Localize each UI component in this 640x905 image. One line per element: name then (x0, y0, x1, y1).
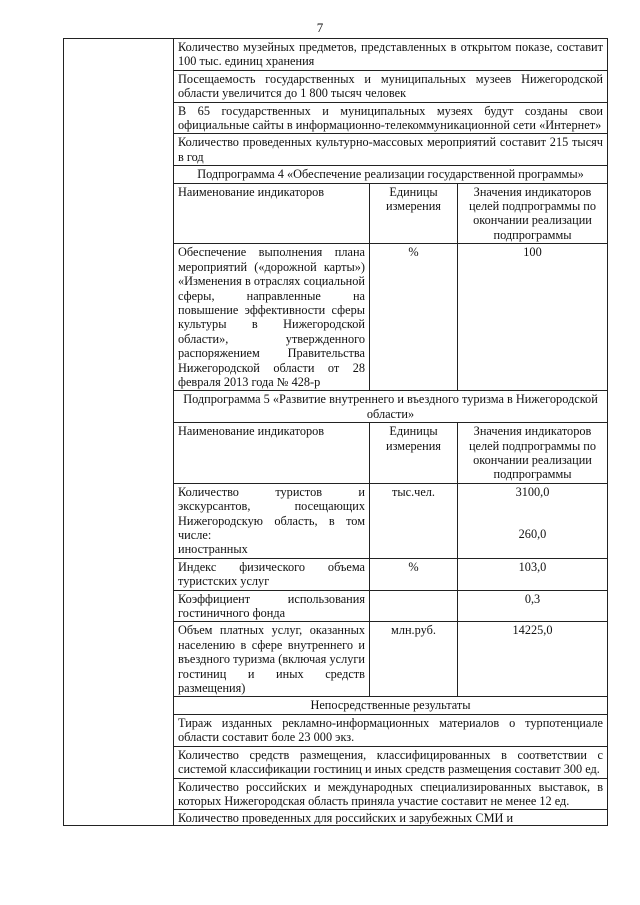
indicators-table (63, 38, 608, 826)
sub4-indicator-name: Обеспечение выполнения плана мероприятий («дорожной карты») «Изменения в отраслях социальной сферы, направленные на повышение эффективности сферы культуры в Нижегородской области», утвержденного распоряжением Правительства Нижегородской области от 28 февраля 2013 года № 428-р (174, 244, 370, 391)
sub5-volume-index-value: 103,0 (458, 558, 608, 590)
sub4-header-unit: Единицы измерения (370, 183, 458, 244)
sub5-tourists-name (174, 483, 370, 558)
sub5-paid-services-name: Объем платных услуг, оказанных населению в сфере внутреннего и въездного туризма (включая услуги гостиниц и иных средств размещения) (174, 622, 370, 697)
left-column (64, 39, 174, 826)
sub5-volume-index-name: Индекс физического объема туристских услуг (174, 558, 370, 590)
direct-result-print-run: Тираж изданных рекламно-информационных материалов о турпотенциале области составит боле 23 000 экз. (174, 714, 608, 746)
subprogram-4-title: Подпрограмма 4 «Обеспечение реализации государственной программы» (174, 166, 608, 183)
sub5-paid-services-unit: млн.руб. (370, 622, 458, 697)
sub5-tourists-total: 3100,0 (515, 484, 550, 499)
sub5-tourists-value (458, 483, 608, 558)
sub5-tourists-foreign-value: 260,0 (518, 527, 547, 542)
sub4-indicator-value: 100 (458, 244, 608, 391)
sub5-tourists-unit: тыс.чел. (370, 483, 458, 558)
direct-result-media (174, 810, 608, 826)
sub5-tourists-foreign-label: иностранных (178, 542, 248, 557)
sub5-header-value: Значения индикаторов целей подпрограммы по окончании реализации подпрограммы (458, 423, 608, 484)
sub5-volume-index-unit: % (370, 558, 458, 590)
direct-result-media-text: Количество проведенных для российских и зарубежных СМИ и (178, 811, 514, 825)
sub5-hotel-usage-unit (370, 590, 458, 622)
sub5-header-unit: Единицы измерения (370, 423, 458, 484)
page-number: 7 (316, 20, 324, 35)
result-museum-websites: В 65 государственных и муниципальных музеях будут созданы свои официальные сайты в информационно-телекоммуникационной сети «Интернет» (174, 102, 608, 134)
subprogram-5-title: Подпрограмма 5 «Развитие внутреннего и въездного туризма в Нижегородской области» (174, 391, 608, 423)
sub5-hotel-usage-name: Коэффициент использования гостиничного фонда (174, 590, 370, 622)
sub4-header-name: Наименование индикаторов (174, 183, 370, 244)
direct-results-title: Непосредственные результаты (174, 697, 608, 714)
sub4-indicator-unit: % (370, 244, 458, 391)
sub5-paid-services-value: 14225,0 (458, 622, 608, 697)
result-cultural-events: Количество проведенных культурно-массовых мероприятий составит 215 тысяч в год (174, 134, 608, 166)
sub4-header-value: Значения индикаторов целей подпрограммы по окончании реализации подпрограммы (458, 183, 608, 244)
direct-result-accommodation: Количество средств размещения, классифицированных в соответствии с системой классификации гостиниц и иных средств размещения составит 300 ед. (174, 746, 608, 778)
sub5-header-name: Наименование индикаторов (174, 423, 370, 484)
sub5-tourists-label: Количество туристов и экскурсантов, посещающих Нижегородскую область, в том числе: (178, 484, 365, 542)
direct-result-exhibitions: Количество российских и международных специализированных выставок, в которых Нижегородская область приняла участие составит не менее 12 ед. (174, 778, 608, 810)
result-museum-items: Количество музейных предметов, представленных в открытом показе, составит 100 тыс. единиц хранения (174, 39, 608, 71)
result-museum-attendance: Посещаемость государственных и муниципальных музеев Нижегородской области увеличится до 1 800 тысяч человек (174, 70, 608, 102)
sub5-hotel-usage-value: 0,3 (458, 590, 608, 622)
